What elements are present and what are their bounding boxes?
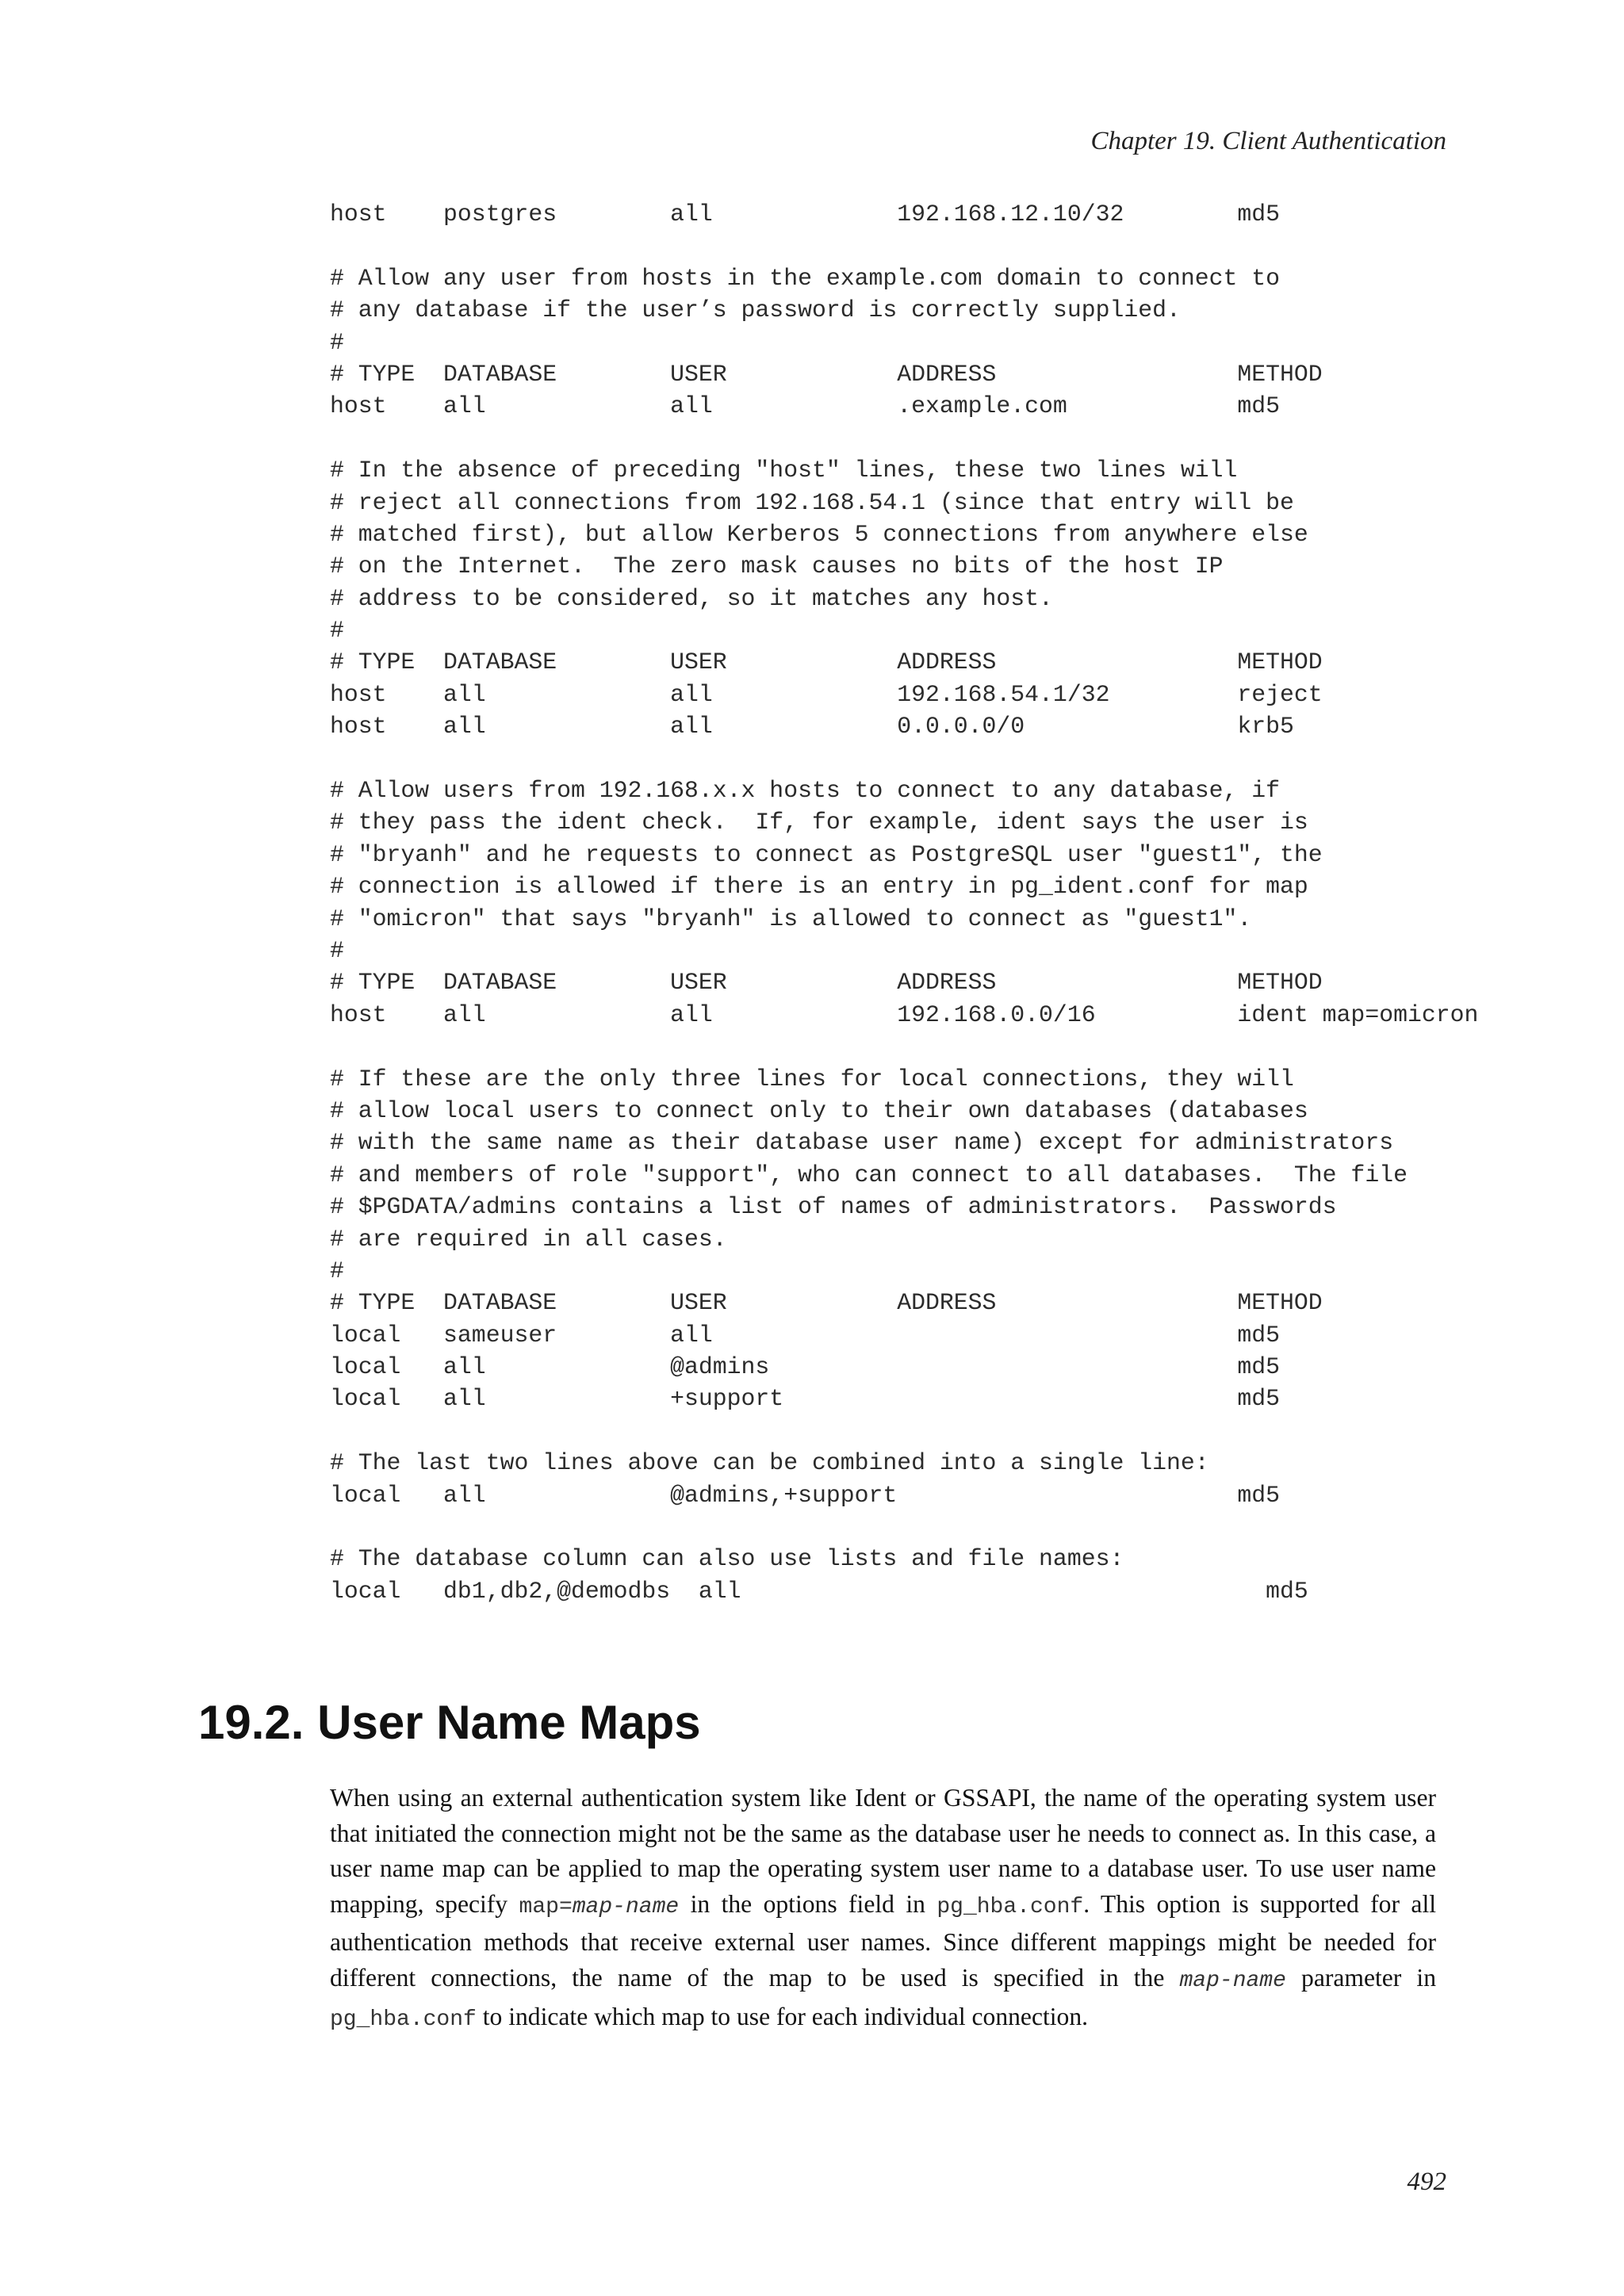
code-line: host all all 192.168.54.1/32 reject [330, 680, 1323, 708]
code-line [330, 423, 1478, 454]
code-line: # and members of role "support", who can connect to all databases. The file [330, 1161, 1408, 1188]
paragraph-text: in the options field in [679, 1889, 937, 1918]
running-header: Chapter 19. Client Authentication [1090, 127, 1446, 155]
section-title: 19.2. User Name Maps [198, 1696, 701, 1749]
code-line: # In the absence of preceding "host" lines, these two lines will [330, 457, 1238, 484]
code-line: # "bryanh" and he requests to connect as PostgreSQL user "guest1", the [330, 840, 1323, 868]
code-line: local all +support md5 [330, 1385, 1281, 1413]
code-line: local all @admins,+support md5 [330, 1481, 1281, 1509]
code-line: local all @admins md5 [330, 1353, 1281, 1381]
code-line: # any database if the user’s password is correctly supplied. [330, 297, 1181, 324]
code-line: # TYPE DATABASE USER ADDRESS METHOD [330, 360, 1323, 388]
paragraph-text: to indicate which map to use for each individual connection. [476, 2002, 1089, 2030]
code-line [330, 1511, 1478, 1543]
paragraph-text: When using an external authentication system like Ident or GSSAPI, the name of the operating system user that initiated the connection might not be the same as the database user he needs to connect as. In this case, a user name map can be applied to map the operating system user name to a database user. To use user name mapping, specify [330, 1784, 1436, 1918]
code-line: # they pass the ident check. If, for example, ident says the user is [330, 809, 1308, 836]
code-line: # are required in all cases. [330, 1225, 727, 1253]
code-line [330, 1031, 1478, 1062]
code-line: host postgres all 192.168.12.10/32 md5 [330, 201, 1281, 228]
code-line: # address to be considered, so it matches any host. [330, 584, 1053, 612]
code-line [330, 1415, 1478, 1447]
code-line: # $PGDATA/admins contains a list of names of administrators. Passwords [330, 1193, 1337, 1221]
code-line: # [330, 936, 344, 964]
page-number: 492 [1407, 2168, 1446, 2196]
code-line: # TYPE DATABASE USER ADDRESS METHOD [330, 1289, 1323, 1317]
paragraph-text: parameter in [1285, 1963, 1436, 1992]
code-line: # [330, 617, 344, 645]
code-line: local db1,db2,@demodbs all md5 [330, 1577, 1308, 1605]
code-line [330, 743, 1478, 775]
code-line: # Allow users from 192.168.x.x hosts to connect to any database, if [330, 777, 1281, 805]
code-line: # If these are the only three lines for local connections, they will [330, 1065, 1294, 1093]
code-line: # with the same name as their database user name) except for administrators [330, 1129, 1394, 1157]
code-line: # [330, 1257, 344, 1284]
code-line: host all all 0.0.0.0/0 krb5 [330, 713, 1294, 740]
code-line: # allow local users to connect only to their own databases (databases [330, 1096, 1308, 1124]
code-line: # connection is allowed if there is an entry in pg_ident.conf for map [330, 873, 1308, 901]
code-line: # on the Internet. The zero mask causes no bits of the host IP [330, 553, 1224, 580]
code-line: # "omicron" that says "bryanh" is allowed to connect as "guest1". [330, 905, 1252, 932]
code-line: # TYPE DATABASE USER ADDRESS METHOD [330, 969, 1323, 997]
inline-code-param: map-name [572, 1894, 680, 1919]
code-line: # [330, 328, 344, 356]
inline-code-filename: pg_hba.conf [936, 1894, 1084, 1919]
code-line: host all all 192.168.0.0/16 ident map=omicron [330, 1001, 1479, 1028]
pg-hba-example-code-block [330, 198, 1478, 1607]
code-line: # The database column can also use lists and file names: [330, 1545, 1124, 1573]
code-line [330, 230, 1478, 262]
section-paragraph [330, 1781, 1436, 2038]
code-line: local sameuser all md5 [330, 1321, 1281, 1349]
code-line: host all all .example.com md5 [330, 392, 1281, 420]
code-line: # The last two lines above can be combined into a single line: [330, 1449, 1209, 1477]
inline-code-param: map-name [1179, 1968, 1286, 1993]
inline-code-filename: pg_hba.conf [330, 2007, 477, 2032]
inline-code: map= [519, 1894, 573, 1919]
code-line: # reject all connections from 192.168.54.1 (since that entry will be [330, 488, 1294, 516]
code-line: # matched first), but allow Kerberos 5 connections from anywhere else [330, 520, 1308, 548]
code-line: # Allow any user from hosts in the example.com domain to connect to [330, 264, 1281, 292]
code-line: # TYPE DATABASE USER ADDRESS METHOD [330, 649, 1323, 676]
paragraph-text: . This option is supported for all authentication methods that receive external user names. Since different mappings might be needed for different connections, the name of the map to be used is specified in the [330, 1889, 1436, 1992]
